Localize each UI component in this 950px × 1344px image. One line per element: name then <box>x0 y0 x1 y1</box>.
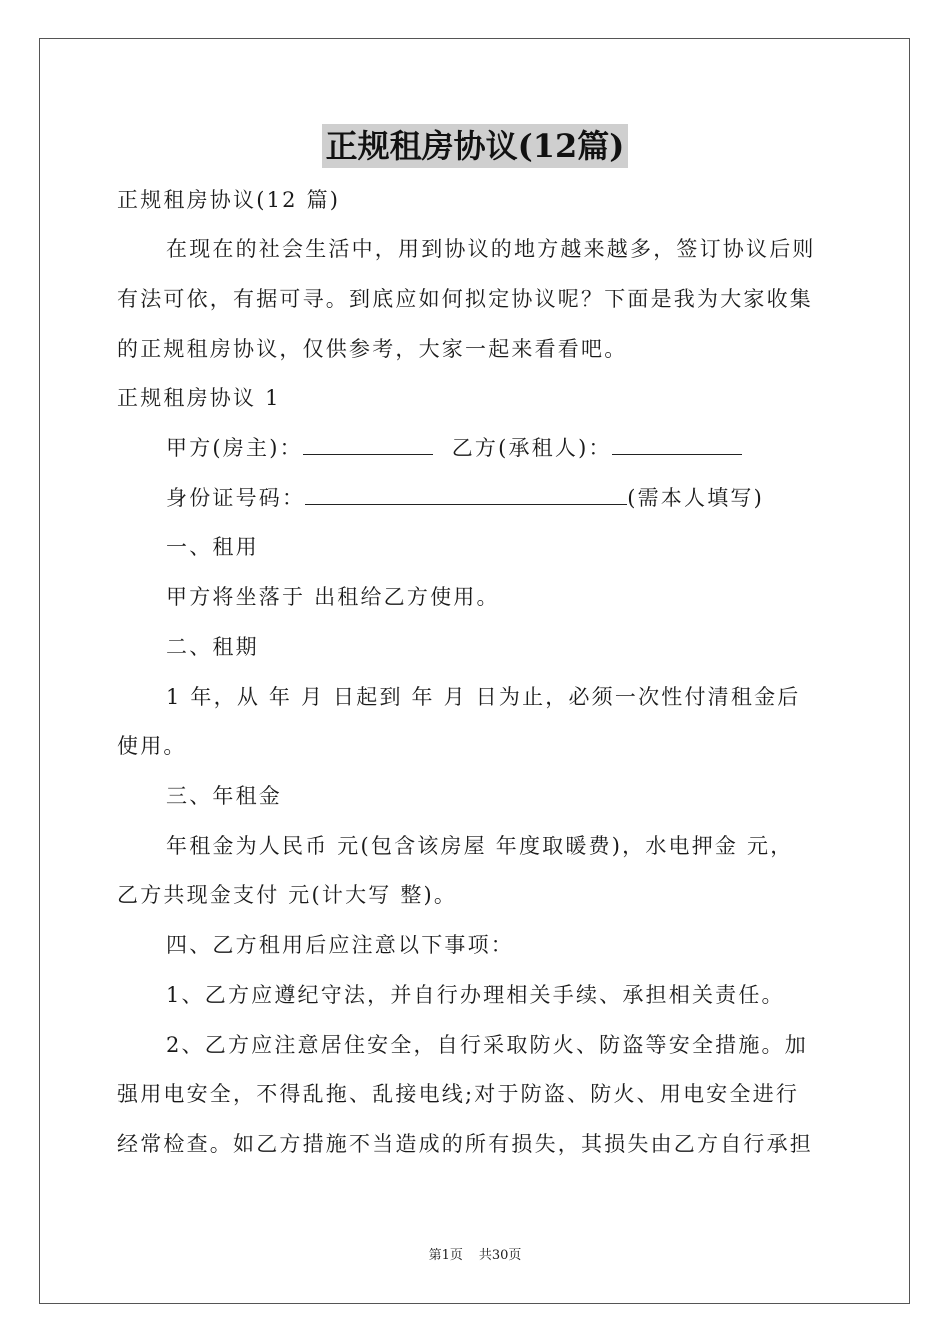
id-line <box>166 483 764 513</box>
heading-notes: 四、乙方租用后应注意以下事项： <box>166 933 514 957</box>
heading-annual-rent: 三、年租金 <box>166 784 282 808</box>
parties-line <box>166 433 742 463</box>
paragraph-annual-rent-2: 乙方共现金支付 元(计大写 整)。 <box>117 883 458 907</box>
party-a-blank[interactable] <box>303 434 433 455</box>
id-number-blank[interactable] <box>305 484 627 505</box>
paragraph-rent: 甲方将坐落于 出租给乙方使用。 <box>166 585 500 609</box>
page-border <box>39 38 910 1304</box>
page-total: 共30页 <box>478 1248 522 1263</box>
note-item-2-line-1: 2、乙方应注意居住安全，自行采取防火、防盗等安全措施。加 <box>166 1033 808 1057</box>
paragraph-annual-rent-1: 年租金为人民币 元(包含该房屋 年度取暖费)，水电押金 元， <box>166 834 794 858</box>
party-a-label: 甲方(房主)： <box>166 436 303 460</box>
page-number: 第1页 <box>428 1248 463 1263</box>
title-container <box>0 124 950 168</box>
heading-term: 二、租期 <box>166 635 259 659</box>
note-item-2-line-3: 经常检查。如乙方措施不当造成的所有损失，其损失由乙方自行承担 <box>117 1132 813 1156</box>
note-item-2-line-2: 强用电安全，不得乱拖、乱接电线;对于防盗、防火、用电安全进行 <box>117 1082 800 1106</box>
heading-rent: 一、租用 <box>166 535 259 559</box>
party-b-blank[interactable] <box>612 434 742 455</box>
document-title: 正规租房协议(12篇) <box>322 124 629 168</box>
id-note: (需本人填写) <box>627 486 764 510</box>
id-label: 身份证号码： <box>166 486 306 510</box>
intro-line-1: 在现在的社会生活中，用到协议的地方越来越多，签订协议后则 <box>166 237 816 261</box>
intro-line-2: 有法可依，有据可寻。到底应如何拟定协议呢？下面是我为大家收集 <box>117 287 813 311</box>
document-subtitle: 正规租房协议(12 篇) <box>117 188 341 212</box>
party-b-label: 乙方(承租人)： <box>451 436 612 460</box>
note-item-1: 1、乙方应遵纪守法，并自行办理相关手续、承担相关责任。 <box>166 983 785 1007</box>
intro-line-3: 的正规租房协议，仅供参考，大家一起来看看吧。 <box>117 337 628 361</box>
page-footer <box>0 1247 950 1265</box>
section-title: 正规租房协议 1 <box>117 386 281 410</box>
paragraph-term-1: 1 年，从 年 月 日起到 年 月 日为止，必须一次性付清租金后 <box>166 685 801 709</box>
paragraph-term-2: 使用。 <box>117 734 187 758</box>
